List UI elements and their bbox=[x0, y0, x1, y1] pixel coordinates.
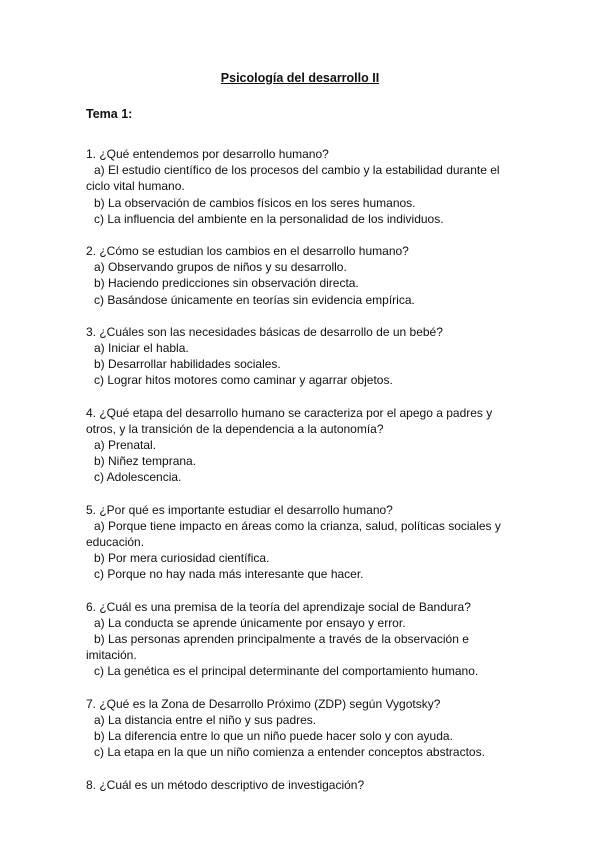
question-6 bbox=[86, 599, 514, 680]
option-a: a) Iniciar el habla. bbox=[94, 341, 189, 356]
question-text: 3. ¿Cuáles son las necesidades básicas de desarrollo de un bebé? bbox=[86, 324, 443, 339]
option-a: a) La conducta se aprende únicamente por ensayo y error. bbox=[94, 615, 406, 630]
question-4 bbox=[86, 405, 514, 486]
section-heading: Tema 1: bbox=[86, 107, 133, 121]
question-text: 2. ¿Cómo se estudian los cambios en el desarrollo humano? bbox=[86, 244, 409, 259]
question-2 bbox=[86, 243, 514, 308]
question-text: 5. ¿Por qué es importante estudiar el desarrollo humano? bbox=[86, 502, 393, 517]
option-c: c) La genética es el principal determinante del comportamiento humano. bbox=[94, 664, 479, 679]
option-c: c) La influencia del ambiente en la personalidad de los individuos. bbox=[94, 211, 444, 226]
option-c: c) Basándose únicamente en teorías sin evidencia empírica. bbox=[94, 292, 415, 307]
option-b: b) Niñez temprana. bbox=[94, 454, 197, 469]
question-7 bbox=[86, 696, 514, 761]
document-title: Psicología del desarrollo II bbox=[220, 71, 380, 85]
option-c: c) Porque no hay nada más interesante que hacer. bbox=[94, 567, 364, 582]
question-text: 8. ¿Cuál es un método descriptivo de investigación? bbox=[86, 777, 365, 792]
option-a: a) El estudio científico de los procesos del cambio y la estabilidad durante el ciclo vital humano. bbox=[86, 163, 500, 194]
option-b: b) Las personas aprenden principalmente a través de la observación e imitación. bbox=[86, 632, 469, 663]
question-3 bbox=[86, 324, 514, 389]
question-text: 1. ¿Qué entendemos por desarrollo humano? bbox=[86, 147, 329, 161]
question-1 bbox=[86, 146, 514, 227]
option-c: c) Lograr hitos motores como caminar y agarrar objetos. bbox=[94, 373, 393, 388]
option-a: a) Porque tiene impacto en áreas como la crianza, salud, políticas sociales y educación. bbox=[86, 518, 501, 550]
option-b: b) La observación de cambios físicos en los seres humanos. bbox=[94, 195, 416, 210]
question-8 bbox=[86, 777, 514, 793]
option-a: a) La distancia entre el niño y sus padres. bbox=[94, 712, 317, 727]
option-b: b) Haciendo predicciones sin observación directa. bbox=[94, 276, 359, 291]
question-5 bbox=[86, 502, 514, 583]
option-b: b) Por mera curiosidad científica. bbox=[94, 551, 270, 566]
question-text: 4. ¿Qué etapa del desarrollo humano se caracteriza por el apego a padres y otros, y la transición de la dependencia a la autonomía? bbox=[86, 405, 493, 436]
option-c: c) La etapa en la que un niño comienza a entender conceptos abstractos. bbox=[94, 745, 485, 760]
option-c: c) Adolescencia. bbox=[94, 470, 182, 485]
option-b: b) Desarrollar habilidades sociales. bbox=[94, 357, 281, 372]
option-b: b) La diferencia entre lo que un niño puede hacer solo y con ayuda. bbox=[94, 729, 453, 744]
option-a: a) Prenatal. bbox=[94, 438, 157, 453]
question-text: 7. ¿Qué es la Zona de Desarrollo Próximo (ZDP) según Vygotsky? bbox=[86, 696, 441, 711]
option-a: a) Observando grupos de niños y su desarrollo. bbox=[94, 260, 347, 275]
question-text: 6. ¿Cuál es una premisa de la teoría del aprendizaje social de Bandura? bbox=[86, 599, 471, 614]
